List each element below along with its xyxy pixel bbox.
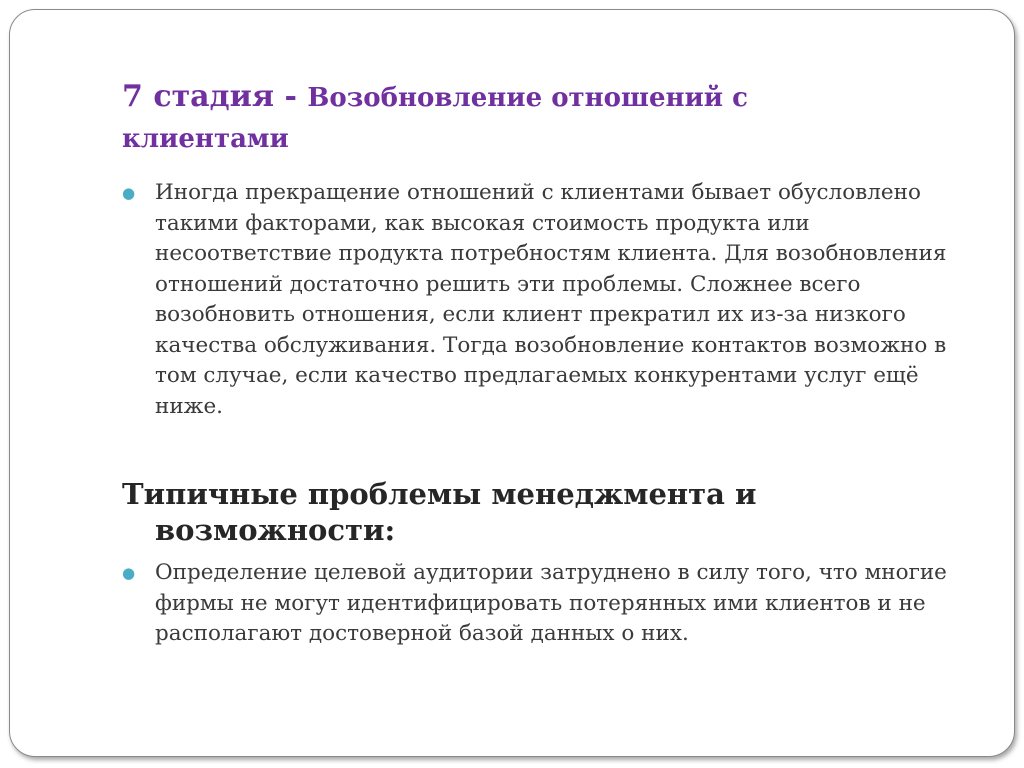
title-stage: 7 стадия — [122, 79, 275, 114]
bullet-item-target-audience — [122, 558, 962, 650]
slide-title — [122, 76, 882, 158]
section-heading-line2: возможности: — [155, 513, 396, 547]
bullet-text: Определение целевой аудитории затруднено в силу того, что многие фирмы не могут идентифицировать потерянных ими клиентов и не располагают достоверной базой данных о них. — [155, 560, 947, 646]
bullet-dot-icon: ● — [122, 184, 136, 202]
title-topic-line2: клиентами — [122, 124, 289, 154]
title-topic-line1: Возобновление отношений с — [307, 83, 748, 113]
bullet-dot-icon: ● — [122, 564, 136, 582]
title-separator: - — [274, 79, 308, 114]
bullet-item-reasons — [122, 178, 962, 422]
slide-frame — [9, 9, 1015, 757]
section-heading — [122, 476, 922, 548]
bullet-text: Иногда прекращение отношений с клиентами бывает обусловлено такими факторами, как высокая стоимость продукта или несоответствие продукта потребностям клиента. Для возобновления отношений достаточно решить эти проблемы. Сложнее всего возобновить отношения, если клиент прекратил их из-за низкого качества обслуживания. Тогда возобновление контактов возможно в том случае, если качество предлагаемых конкурентами услуг ещё ниже. — [155, 180, 947, 419]
section-heading-line1: Типичные проблемы менеджмента и — [122, 477, 757, 511]
